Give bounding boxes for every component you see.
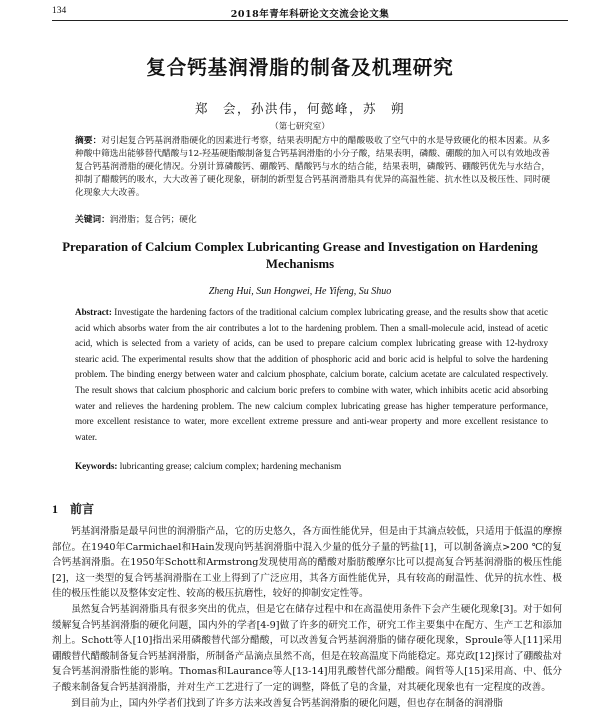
paper-title-zh: 复合钙基润滑脂的制备及机理研究 [146, 56, 454, 79]
body-paragraph: 虽然复合钙基润滑脂具有很多突出的优点，但是它在储存过程中和在高温使用条件下会产生硬化现象[3]。对于如何缓解复合钙基润滑脂的硬化问题，国内外的学者[4-9]做了许多的研究工作，研究工作主要集中在配方、生产工艺和添加剂上。Schott等人[10]指出采用磷酸替代部分醋酸，可以改善复合钙基润滑脂的储存硬化现象，Sproule等人[11]采用硼酸替代醋酸制备复合钙基润滑脂，所制备产品滴点虽然不高，但是在较高温度下尚能稳定。郑克政[12]探讨了硼酸盐对复合钙基润滑脂性能的影响。Thomas和Laurance等人[13-14]用乳酸替代部分醋酸。阎哲等人[15]采用高、中、低分子酸来制备复合钙基润滑脂，并对生产工艺进行了一定的调整，降低了皂的含量，对其硬化现象也有一定程度的改善。 [52, 603, 562, 693]
keywords-zh-label: 关键词： [75, 215, 110, 225]
body-paragraph: 到目前为止，国内外学者们找到了许多方法来改善复合钙基润滑脂的硬化问题，但也存在制备的润滑脂 [71, 697, 503, 709]
authors-en: Zheng Hui, Sun Hongwei, He Yifeng, Su Shuo [208, 286, 392, 297]
section-number: 1 [52, 502, 58, 516]
keywords-en-text: lubricanting grease; calcium complex; hardening mechanism [119, 461, 342, 471]
body-text [52, 524, 562, 711]
abstract-zh-label: 摘要： [75, 136, 102, 146]
abstract-zh [75, 135, 550, 200]
keywords-en [75, 461, 548, 471]
affiliation-zh: （第七研究室） [270, 122, 330, 132]
journal-title: 2018年青年科研论文交流会论文集 [230, 9, 390, 20]
abstract-en-label: Abstract: [75, 307, 112, 317]
abstract-en [75, 305, 548, 445]
keywords-en-label: Keywords: [75, 461, 118, 471]
keywords-zh-text: 润滑脂；复合钙；硬化 [109, 215, 197, 225]
abstract-en-text: Investigate the hardening factors of the traditional calcium complex lubricating grease, and the results show that acetic acid which absorbs water from the air contributes a lot to the hardening problem. Then a small-molecule acid, instead of acetic acid, which is selected from a variety of acids, can be used to prepare calcium complex lubricating grease with 12-hydroxy stearic acid. The experimental results show that the addition of phosphoric acid and boric acid is helpful to solve the hardening problem. The binding energy between water and calcium phosphate, calcium borate, calcium acetate are calculated respectively. The result shows that calcium phosphoric and calcium boric prefers to combine with water, which inhibits acetic acid absorbing water and relieves the hardening problem. The new calcium complex lubricating grease has higher temperature performance, more excellent resistance to water, more excellent extreme pressure and anti-wear property and more excellent resistance to water. [75, 307, 549, 442]
abstract-zh-text: 对引起复合钙基润滑脂硬化的因素进行考察，结果表明配方中的醋酸吸收了空气中的水是导致硬化的根本因素。从多种酸中筛选出能够替代醋酸与12-羟基硬脂酸制备复合钙基润滑脂的小分子酸，结果表明，磷酸、硼酸的加入可以有效地改善复合钙基润滑脂的硬化情况。分别计算磷酸钙、硼酸钙、醋酸钙与水的结合能，结果表明，磷酸钙、硼酸钙优先与水结合，抑制了醋酸钙的吸水，大大改善了硬化现象，研制的新型复合钙基润滑脂具有优异的高温性能、抗水性以及极压性、同时硬化现象大大改善。 [75, 136, 551, 198]
keywords-zh [75, 214, 550, 227]
running-header [52, 6, 568, 21]
page-number: 134 [52, 6, 67, 16]
authors-zh: 郑 会，孙洪伟，何懿峰，苏 朔 [194, 101, 405, 116]
section-title: 前言 [70, 502, 95, 516]
body-paragraph: 钙基润滑脂是最早问世的润滑脂产品，它的历史悠久，各方面性能优异，但是由于其滴点较低，只适用于低温的摩擦部位。在1940年Carmichael和Hain发现向钙基润滑脂中混入少量的低分子量的钙盐[1]，可以制备滴点>200 ℃的复合钙基润滑脂。在1950年Schott和Armstrong发现使用高的醋酸对脂肪酸摩尔比可以提高复合钙基润滑脂的极压性能[2]，这一类型的复合钙基润滑脂在工业上得到了广泛应用，其各方面性能优异，具有较高的耐温性、优异的抗水性、极佳的极压性能以及整体安定性、较高的极压抗磨性，较好的抑制安定性等。 [52, 526, 562, 600]
section-heading [52, 500, 94, 517]
paper-title-en: Preparation of Calcium Complex Lubricanting Grease and Investigation on Hardening Mechanisms [62, 240, 538, 271]
